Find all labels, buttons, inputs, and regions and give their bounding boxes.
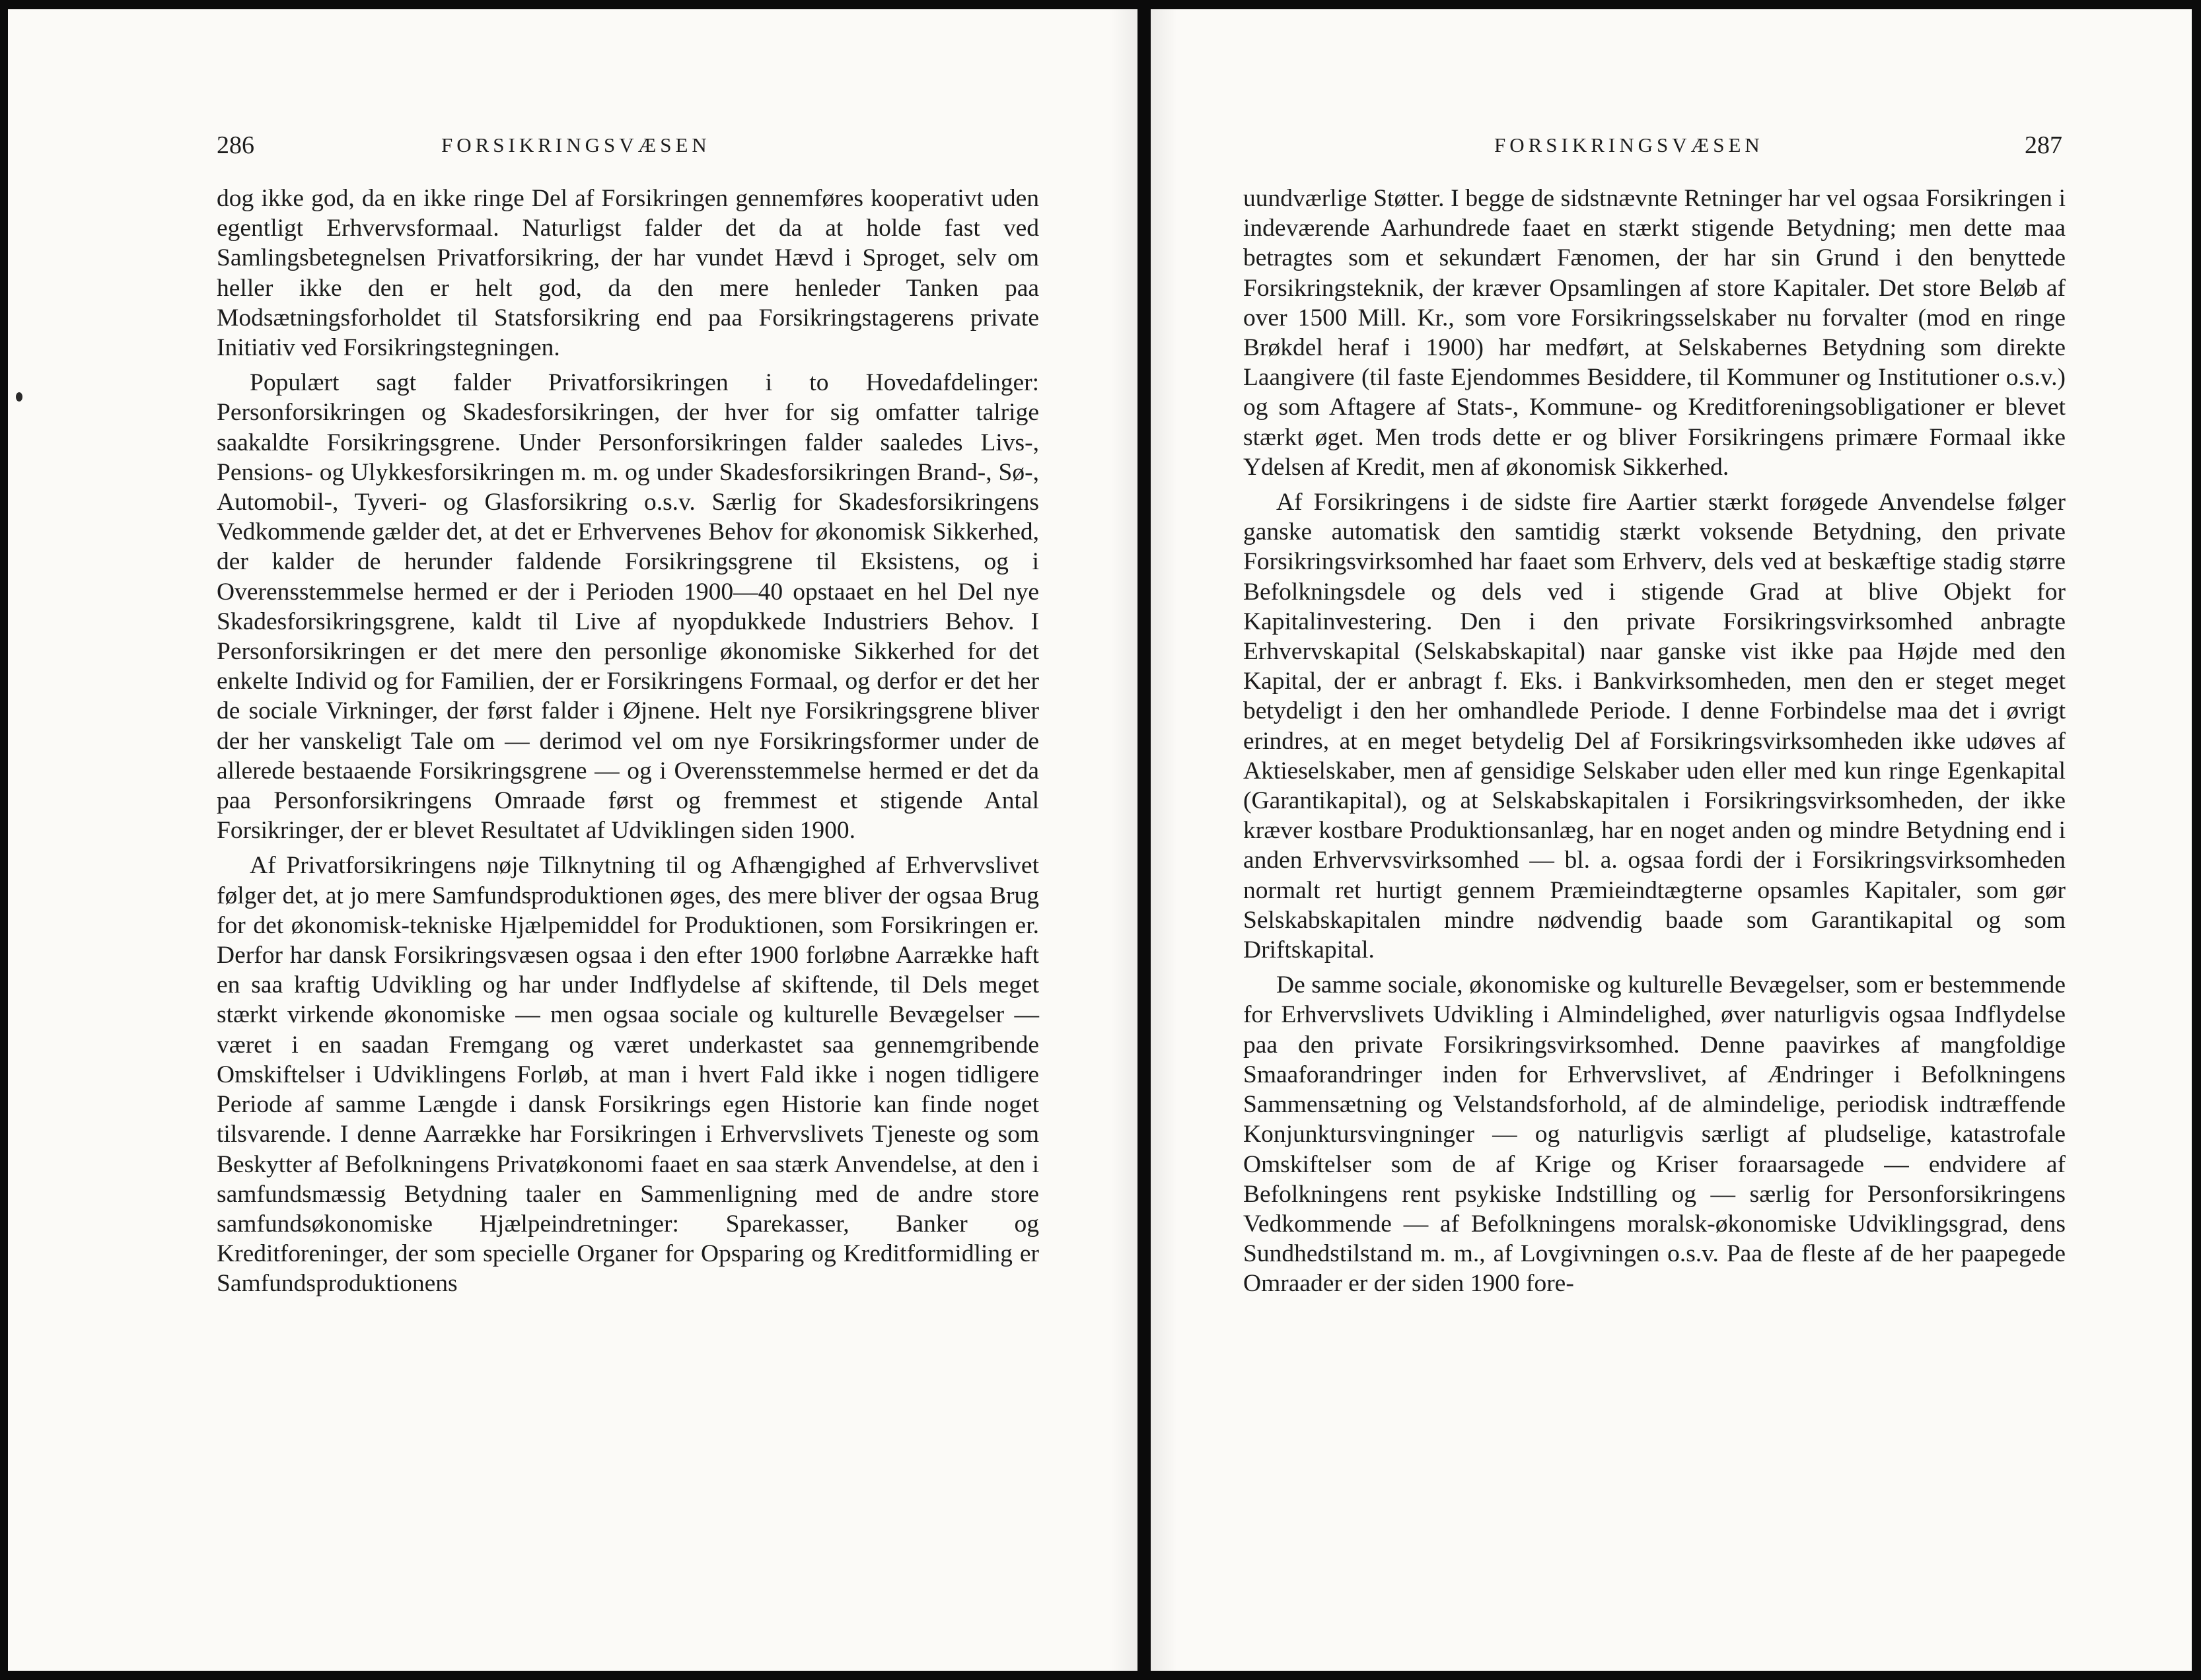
- paragraph: Populært sagt falder Privatforsikringen i to Hovedafdelinger: Personforsikringen og Skadesforsikringen, der hver for sig omfatter talrige saakaldte Forsikringsgrene. Under Personforsikringen falder saaledes Livs-, Pensions- og Ulykkesforsikringen m. m. og under Skadesforsikringen Brand-, Sø-, Automobil-, Tyveri- og Glasforsikring o.s.v. Særlig for Skadesforsikringens Vedkommende gælder det, at det er Erhvervenes Behov for økonomisk Sikkerhed, der kalder de herunder faldende Forsikringsgrene til Eksistens, og i Overensstemmelse hermed er der i Perioden 1900—40 opstaaet en hel Del nye Skadesforsikringsgrene, kaldt til Live af nyopdukkede Industriers Behov. I Personforsikringen er det mere den personlige økonomiske Sikkerhed for det enkelte Individ og for Familien, der er Forsikringens Formaal, og derfor er det her de sociale Virkninger, der først falder i Øjnene. Helt nye Forsikringsgrene bliver der her vanskeligt Tale om — derimod vel om nye Forsikringsformer under de allerede bestaaende Forsikringsgrene — og i Overensstemmelse hermed er det da paa Personforsikringens Omraade først og fremmest et stigende Antal Forsikringer, der er blevet Resultatet af Udviklingen siden 1900.: [217, 369, 1039, 845]
- left-page-body: [217, 184, 1039, 1304]
- page-number: 286: [217, 131, 254, 159]
- right-page-header: [1243, 125, 2062, 165]
- paragraph: Af Privatforsikringens nøje Tilknytning til og Afhængighed af Erhvervslivet følger det, at jo mere Samfundsproduktionen øges, des mere bliver der ogsaa Brug for det økonomisk-tekniske Hjælpemiddel for Produktionen, som Forsikringen er. Derfor har dansk Forsikringsvæsen ogsaa i den efter 1900 forløbne Aarrække haft en saa kraftig Udvikling og har under Indflydelse af skiftende, til Dels meget stærkt virkende økonomiske — men ogsaa sociale og kulturelle Bevægelser — været i en saadan Fremgang og været underkastet saa gennemgribende Omskiftelser i Udviklingens Forløb, at man i hvert Fald ikke i nogen tidligere Periode af samme Længde i dansk Forsikrings egen Historie kan finde noget tilsvarende. I denne Aarrække har Forsikringen i Erhvervslivets Tjeneste og som Beskytter af Befolkningens Privatøkonomi faaet en saa stærk Anvendelse, at den i samfundsmæssig Betydning taaler en Sammenligning med de andre store samfundsøkonomiske Hjælpeindretninger: Sparekasser, Banker og Kreditforeninger, der som specielle Organer for Opsparing og Kreditformidling er Samfundsproduktionens: [217, 852, 1039, 1298]
- left-page-header: [217, 125, 1036, 165]
- gutter-shadow: [1151, 9, 1177, 1671]
- right-page: [1151, 9, 2192, 1671]
- running-title: FORSIKRINGSVÆSEN: [1494, 133, 1764, 157]
- paragraph: Af Forsikringens i de sidste fire Aartier stærkt forøgede Anvendelse følger ganske automatisk den samtidig stærkt voksende Betydning, den private Forsikringsvirksomhed har faaet som Erhverv, dels ved at beskæftige stadig større Befolkningsdele og dels ved i stigende Grad at blive Objekt for Kapitalinvestering. Den i den private Forsikringsvirksomhed anbragte Erhvervskapital (Selskabskapital) naar ganske vist ikke paa Højde med den Kapital, der er anbragt f. Eks. i Bankvirksomheden, men den er steget meget betydeligt i den her omhandlede Periode. I denne Forbindelse maa det i øvrigt erindres, at en meget betydelig Del af Forsikringsvirksomheden ikke udøves af Aktieselskaber, men af gensidige Selskaber uden eller med kun ringe Egenkapital (Garantikapital), og at Selskabskapitalen i Forsikringsvirksomheden, der ikke kræver kostbare Produktionsanlæg, har en noget anden og mindre Betydning end i anden Erhvervsvirksomhed — bl. a. ogsaa fordi der i Forsikringsvirksomheden normalt ret hurtigt gennem Præmieindtægterne opsamles Kapitaler, som gør Selskabskapitalen mindre nødvendig baade som Garantikapital og som Driftskapital.: [1243, 489, 2066, 964]
- gutter-shadow: [1111, 9, 1137, 1671]
- paragraph: De samme sociale, økonomiske og kulturelle Bevægelser, som er bestemmende for Erhvervslivets Udvikling i Almindelighed, øver naturligvis ogsaa Indflydelse paa den private Forsikringsvirksomhed. Denne paavirkes af mangfoldige Smaaforandringer inden for Erhvervslivet, af Ændringer i Befolkningens Sammensætning og Velstandsforhold, af de almindelige, periodisk indtræffende Konjunktursvingninger — og naturligvis særligt af pludselige, katastrofale Omskiftelser som de af Krige og Kriser foraarsagede — endvidere af Befolkningens rent psykiske Indstilling og — særlig for Personforsikringens Vedkommende — af Befolkningens moralsk-økonomiske Udviklingsgrad, dens Sundhedstilstand m. m., af Lovgivningen o.s.v. Paa de fleste af de her paapegede Omraader er der siden 1900 fore-: [1243, 971, 2066, 1298]
- running-title: FORSIKRINGSVÆSEN: [441, 133, 711, 157]
- right-page-body: [1243, 184, 2066, 1304]
- page-number: 287: [2025, 131, 2062, 159]
- paragraph: dog ikke god, da en ikke ringe Del af Forsikringen gennemføres kooperativt uden egentligt Erhvervsformaal. Naturligst falder det da at holde fast ved Samlingsbetegnelsen Privatforsikring, der har vundet Hævd i Sproget, selv om heller ikke den er helt god, da den mere henleder Tanken paa Modsætningsforholdet til Statsforsikring end paa Forsikringstagerens private Initiativ ved Forsikringstegningen.: [217, 185, 1039, 362]
- paper-speck: [16, 392, 22, 402]
- paragraph: uundværlige Støtter. I begge de sidstnævnte Retninger har vel ogsaa Forsikringen i indeværende Aarhundrede faaet en stærkt stigende Betydning; men dette maa betragtes som et sekundært Fænomen, der har sin Grund i den benyttede Forsikringsteknik, der kræver Opsamlingen af store Kapitaler. Det store Beløb af over 1500 Mill. Kr., som vore Forsikringsselskaber nu forvalter (mod en ringe Brøkdel heraf i 1900) har medført, at Selskabernes Betydning som direkte Laangivere (til faste Ejendommes Besiddere, til Kommuner og Institutioner o.s.v.) og som Aftagere af Stats-, Kommune- og Kreditforeningsobligationer er blevet stærkt øget. Men trods dette er og bliver Forsikringens primære Formaal ikke Ydelsen af Kredit, men af økonomisk Sikkerhed.: [1243, 185, 2066, 481]
- left-page: [8, 9, 1137, 1671]
